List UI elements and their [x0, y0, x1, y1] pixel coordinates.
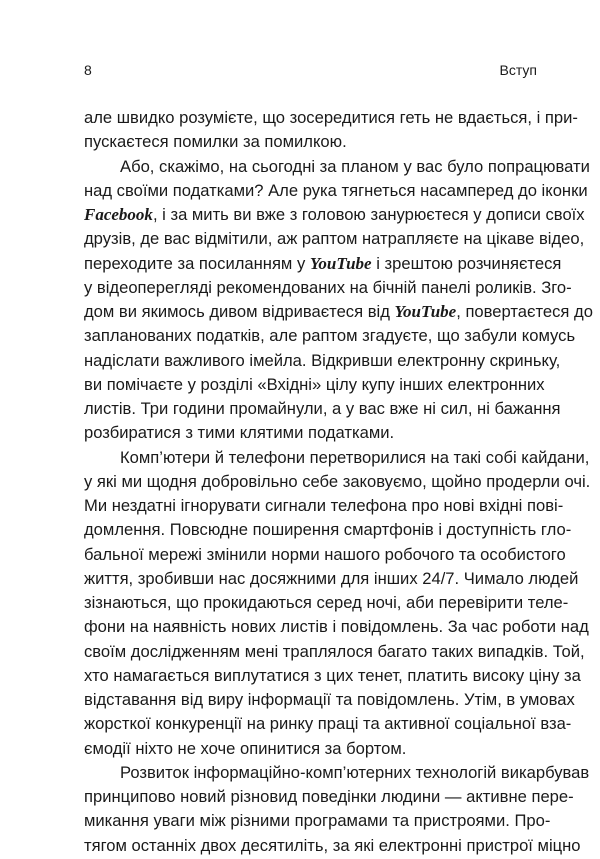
- running-header: [84, 62, 537, 78]
- text-line: своїм дослідженням мені траплялося багато таких випадків. Той,: [84, 641, 585, 661]
- body-text: [84, 106, 593, 858]
- text-line: надіслати важливого імейла. Відкривши електронну скриньку,: [84, 350, 561, 370]
- text-line: над своїми податками? Але рука тягнеться насамперед до іконки: [84, 180, 588, 200]
- text-line: микання уваги між різними програмами та пристроями. Про-: [84, 811, 551, 831]
- text-line: Розвиток інформаційно-комп’ютерних технологій викарбував: [120, 762, 590, 782]
- paragraph: [84, 106, 578, 155]
- text-line: Або, скажімо, на сьогодні за планом у вас було попрацювати: [120, 156, 590, 176]
- text-line: відставання від виру інформації та повідомлень. Утім, в умовах: [84, 690, 575, 709]
- text-line: принципово новий різновид поведінки людини — активне пере-: [84, 787, 574, 806]
- text-line: листів. Три години промайнули, а у вас вже ні сил, ні бажання: [84, 399, 561, 418]
- text-line: у відеоперегляді рекомендованих на бічній панелі роликів. Зго-: [84, 277, 572, 297]
- text-line: Facebook, і за мить ви вже з головою занурюєтеся у дописи своїх: [84, 205, 585, 224]
- text-line: пускаєтеся помилки за помилкою.: [84, 132, 347, 152]
- text-line: друзів, де вас відмітили, аж раптом натрапляєте на цікаве відео,: [84, 229, 585, 249]
- text-line: зізнаються, що прокидаються серед ночі, аби перевірити теле-: [84, 593, 569, 612]
- text-line: бальної мережі змінили норми нашого робочого та особистого: [84, 544, 566, 564]
- text-line: життя, зробивши нас досяжними для інших 24/7. Чимало людей: [84, 568, 579, 588]
- text-line: запланованих податків, але раптом згадуєте, що забули комусь: [84, 326, 576, 346]
- text-line: тягом останніх двох десятиліть, за які електронні пристрої міцно: [84, 835, 581, 855]
- text-line: переходите за посиланням у YouTube і зрештою розчиняєтеся: [84, 253, 562, 273]
- text-line: Комп’ютери й телефони перетворилися на такі собі кайдани,: [120, 447, 590, 467]
- text-line: жорсткої конкуренції на ринку праці та активної соціальної вза-: [84, 714, 572, 734]
- paragraph: [84, 155, 593, 446]
- text-line: ємодії ніхто не хоче опинитися за бортом.: [84, 738, 407, 758]
- text-line: фони на наявність нових листів і повідомлень. За час роботи над: [84, 617, 589, 637]
- page-number: 8: [84, 62, 92, 78]
- text-line: дом ви якимось дивом відриваєтеся від YouTube, повертаєтеся до: [84, 302, 593, 321]
- text-line: Ми нездатні ігнорувати сигнали телефона про нові вхідні пові-: [84, 496, 564, 515]
- text-line: але швидко розумієте, що зосередитися геть не вдається, і при-: [84, 108, 578, 127]
- section-title: Вступ: [499, 62, 537, 78]
- text-line: розбиратися з тими клятими податками.: [84, 423, 395, 443]
- text-line: у які ми щодня добровільно себе заковуємо, щойно продерли очі.: [84, 471, 591, 491]
- text-line: хто намагається виплутатися з цих тенет, платить високу ціну за: [84, 665, 581, 685]
- paragraph: [84, 761, 590, 858]
- text-line: домлення. Повсюдне поширення смартфонів і доступність гло-: [84, 520, 572, 540]
- paragraph: [84, 446, 591, 761]
- text-line: ви помічаєте у розділі «Вхідні» цілу купу інших електронних: [84, 374, 545, 394]
